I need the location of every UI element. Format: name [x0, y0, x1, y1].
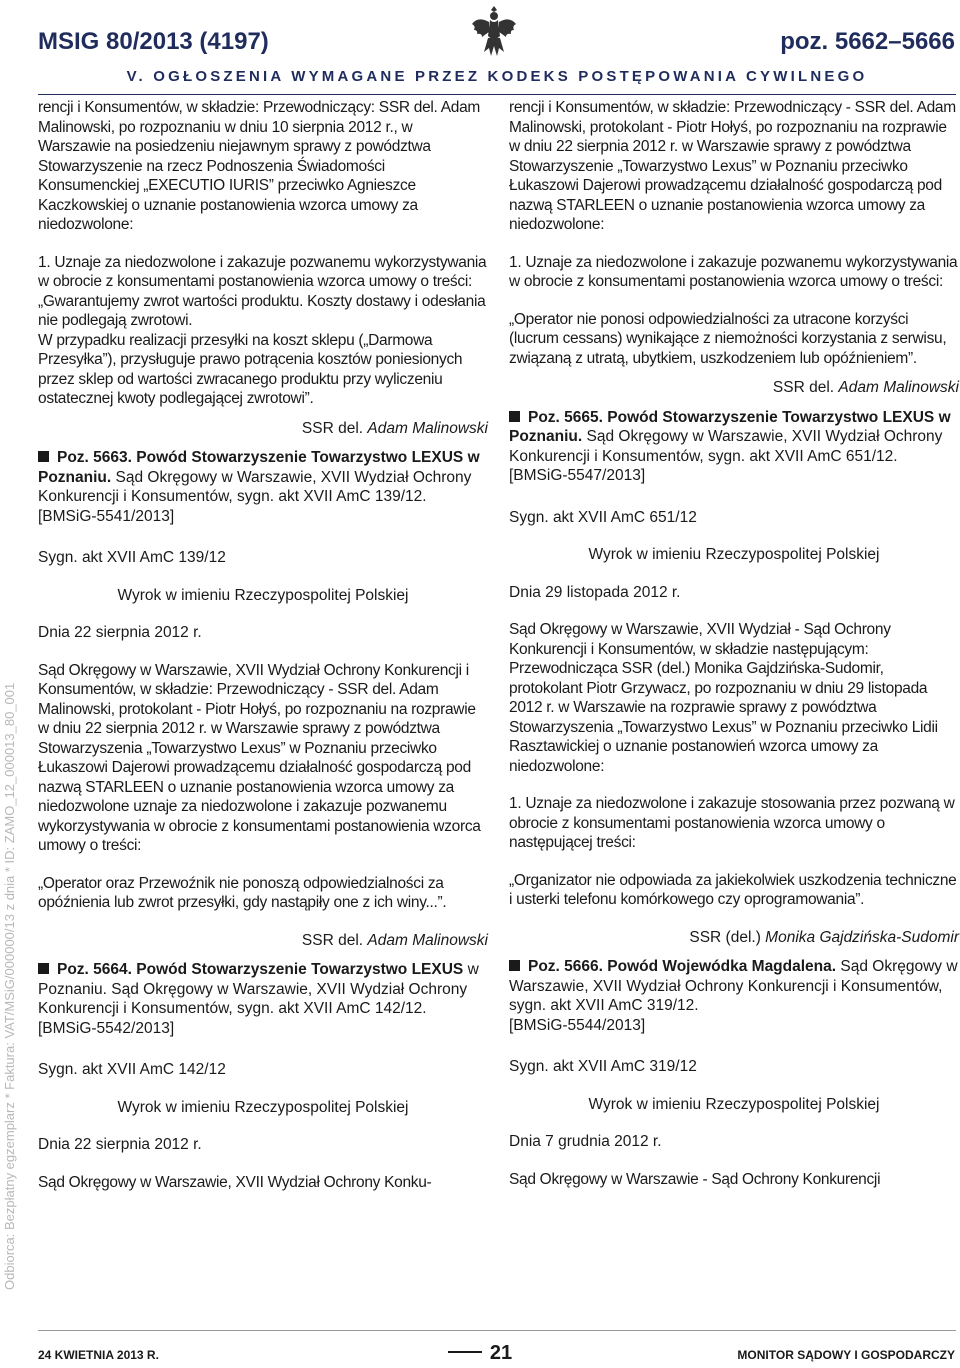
notice-heading: [509, 408, 959, 467]
notice-title-text: Poz. 5663. Powód Stowarzyszenie Towarzystwo LEXUS w Poznaniu.: [38, 449, 480, 486]
verdict-heading: Wyrok w imieniu Rzeczypospolitej Polskiej: [117, 1098, 409, 1116]
journal-title: MSIG 80/2013 (4197): [38, 28, 269, 55]
publication-name: MONITOR SĄDOWY I GOSPODARCZY: [737, 1348, 955, 1362]
paragraph: rencji i Konsumentów, w składzie: Przewodniczący - SSR del. Adam Malinowski, protokolant - Piotr Hołyś, po rozpoznaniu na rozprawie w dniu 22 sierpnia 2012 r. w Warszawie sprawy z powództwa Stowarzyszenie „Towarzystwo Lexus” w Poznaniu przeciwko Łukaszowi Dajerowi prowadzącemu działalność gospodarczą pod nazwą STARLEEN o uznanie postanowienia wzorca umowy za niedozwolone:: [509, 99, 956, 233]
notice-court: Sąd Okręgowy w Warszawie, XVII Wydział Ochrony Konkurencji i Konsumentów, sygn. akt XVII AmC 139/12.: [38, 468, 472, 505]
quoted-clause: „Gwarantujemy zwrot wartości produktu. Koszty dostawy i odesłania nie podlegają zwrotowi.: [38, 292, 486, 329]
notice-heading: [509, 957, 959, 1016]
verdict-date: Dnia 22 sierpnia 2012 r.: [38, 1136, 202, 1153]
notice-title-text: Poz. 5664. Powód Stowarzyszenie Towarzystwo LEXUS: [57, 961, 464, 978]
quoted-clause: „Operator nie ponosi odpowiedzialności za utracone korzyści (lucrum cessans) wynikające z niemożności korzystania z serwisu, związaną z utratą, ubytkiem, uszkodzeniem lub opóźnieniem”.: [509, 310, 947, 367]
paragraph: Sąd Okręgowy w Warszawie, XVII Wydział - Sąd Ochrony Konkurencji i Konsumentów, w składzie następującym: Przewodnicząca SSR (del.) Monika Gajdzińska-Sudomir, protokolant Piotr Grzywacz, po rozpoznaniu w dniu 29 listopada 2012 r. w Warszawie na rozprawie sprawy z powództwa Stowarzyszenia „Towarzystwo Lexus” w Poznaniu przeciwko Lidii Rasztawickiej o uznanie postanowień wzorca umowy za niedozwolone:: [509, 621, 938, 775]
quoted-clause: W przypadku realizacji przesyłki na koszt sklepu („Darmowa Przesyłka”), przysługuje prawo potrącenia kosztów poniesionych przez sklep od wartości zwracanego produktu przy wyliczeniu ostatecznej kwoty podlegającej zwrotowi”.: [38, 331, 463, 407]
signature: [38, 419, 488, 439]
signature-role: SSR del.: [301, 931, 364, 949]
paragraph: Sąd Okręgowy w Warszawie, XVII Wydział Ochrony Konkurencji i Konsumentów, w składzie: Przewodniczący - SSR del. Adam Malinowski, protokolant - Piotr Hołyś, po rozpoznaniu na rozprawie w dniu 22 sierpnia 2012 r. w Warszawie sprawy z powództwa Stowarzyszenia „Towarzystwo Lexus” w Poznaniu przeciwko Łukaszowi Dajerowi prowadzącemu działalność gospodarczą pod nazwą STARLEEN o uznanie postanowienia wzorca umowy za niedozwolone uznaje za niedozwolone i zakazuje pozwanemu wykorzystywania w obrocie z konsumentami postanowienia wzorca umowy o treści:: [38, 661, 481, 854]
notice-heading: [38, 448, 488, 507]
verdict-date: Dnia 7 grudnia 2012 r.: [509, 1133, 662, 1150]
quoted-clause: „Operator oraz Przewoźnik nie ponoszą odpowiedzialności za opóźnienia lub zwrot przesyłki, gdy nastąpiły one z ich winy...”.: [38, 874, 447, 911]
square-bullet-icon: [509, 411, 520, 422]
page-number-text: 21: [489, 1342, 513, 1364]
case-signature: Sygn. akt XVII AmC 651/12: [509, 508, 697, 526]
square-bullet-icon: [38, 451, 49, 462]
case-signature: Sygn. akt XVII AmC 319/12: [509, 1058, 697, 1075]
paragraph: 1. Uznaje za niedozwolone i zakazuje stosowania przez pozwaną w obrocie z konsumentami postanowienia wzorca umowy o następującej treści:: [509, 795, 955, 851]
recipient-watermark: [0, 340, 18, 1290]
signature-role: SSR (del.): [689, 928, 761, 946]
signature-name: Adam Malinowski: [838, 379, 959, 396]
square-bullet-icon: [509, 960, 520, 971]
case-signature: Sygn. akt XVII AmC 139/12: [38, 549, 226, 566]
notice-reference: [BMSiG-5547/2013]: [509, 467, 646, 484]
verdict-date: Dnia 29 listopada 2012 r.: [509, 583, 681, 601]
issue-date: 24 KWIETNIA 2013 R.: [38, 1348, 159, 1362]
signature-role: SSR del.: [301, 419, 364, 437]
position-range: poz. 5662–5666: [780, 28, 955, 55]
notice-reference: [BMSiG-5544/2013]: [509, 1016, 646, 1034]
signature-name: Adam Malinowski: [367, 419, 488, 437]
square-bullet-icon: [38, 963, 49, 974]
left-column: [38, 98, 488, 1318]
notice-title-text: Poz. 5665. Powód Stowarzyszenie Towarzystwo LEXUS w Poznaniu.: [509, 408, 951, 445]
paragraph: Sąd Okręgowy w Warszawie, XVII Wydział Ochrony Konku-: [38, 1173, 432, 1191]
notice-title-text: Poz. 5666. Powód Wojewódka Magdalena.: [528, 958, 837, 975]
watermark-text: Odbiorca: Bezpłatny egzemplarz * Faktura: VAT/MSiG/000000/13 z dnia * ID: ZAMO_12_000013_80_001: [2, 682, 17, 1290]
header-divider: [38, 94, 956, 95]
paragraph: Sąd Okręgowy w Warszawie - Sąd Ochrony Konkurencji: [509, 1170, 881, 1188]
notice-court: w Poznaniu. Sąd Okręgowy w Warszawie, XVII Wydział Ochrony Konkurencji i Konsumentów, sygn. akt XVII AmC 142/12.: [38, 961, 479, 1017]
verdict-heading: Wyrok w imieniu Rzeczypospolitej Polskiej: [588, 1095, 880, 1113]
signature-name: Adam Malinowski: [367, 931, 488, 949]
quoted-clause: „Organizator nie odpowiada za jakiekolwiek uszkodzenia techniczne i usterki telefonu komórkowego czy oprogramowania”.: [509, 871, 957, 908]
verdict-date: Dnia 22 sierpnia 2012 r.: [38, 624, 202, 641]
signature-role: SSR del.: [772, 379, 835, 396]
signature: [38, 931, 488, 951]
signature-name: Monika Gajdzińska-Sudomir: [765, 928, 959, 946]
paragraph: 1. Uznaje za niedozwolone i zakazuje pozwanemu wykorzystywania w obrocie z konsumentami postanowienia wzorca umowy o treści:: [38, 253, 487, 290]
section-heading: V. OGŁOSZENIA WYMAGANE PRZEZ KODEKS POSTĘPOWANIA CYWILNEGO: [126, 68, 868, 85]
footer-divider: [38, 1330, 956, 1331]
notice-court: Sąd Okręgowy w Warszawie, XVII Wydział Ochrony Konkurencji i Konsumentów, sygn. akt XVII AmC 651/12.: [509, 428, 943, 465]
verdict-heading: Wyrok w imieniu Rzeczypospolitej Polskiej: [588, 546, 880, 563]
signature: [509, 928, 959, 948]
signature: [509, 378, 959, 398]
page-number-dash: [448, 1351, 482, 1353]
notice-title: [509, 958, 836, 975]
notice-court: Sąd Okręgowy w Warszawie, XVII Wydział Ochrony Konkurencji i Konsumentów, sygn. akt XVII AmC 319/12.: [509, 958, 958, 1014]
notice-title: [38, 961, 463, 978]
notice-reference: [BMSiG-5541/2013]: [38, 507, 175, 525]
paragraph: rencji i Konsumentów, w składzie: Przewodniczący: SSR del. Adam Malinowski, po rozpoznaniu w dniu 10 sierpnia 2012 r., w Warszawie na posiedzeniu niejawnym sprawy z powództwa Stowarzyszenie na rzecz Podnoszenia Świadomości Konsumenckiej „EXECUTIO IURIS” przeciwko Agnieszce Kaczkowskiej o uznanie postanowienia wzorca umowy za niedozwolone:: [38, 99, 480, 233]
verdict-heading: Wyrok w imieniu Rzeczypospolitej Polskiej: [117, 586, 409, 604]
right-column: [509, 98, 959, 1318]
notice-heading: [38, 960, 488, 1019]
paragraph: 1. Uznaje za niedozwolone i zakazuje pozwanemu wykorzystywania w obrocie z konsumentami postanowienia wzorca umowy o treści:: [509, 253, 958, 290]
notice-reference: [BMSiG-5542/2013]: [38, 1019, 175, 1037]
eagle-emblem-icon: [468, 2, 520, 60]
case-signature: Sygn. akt XVII AmC 142/12: [38, 1061, 226, 1078]
